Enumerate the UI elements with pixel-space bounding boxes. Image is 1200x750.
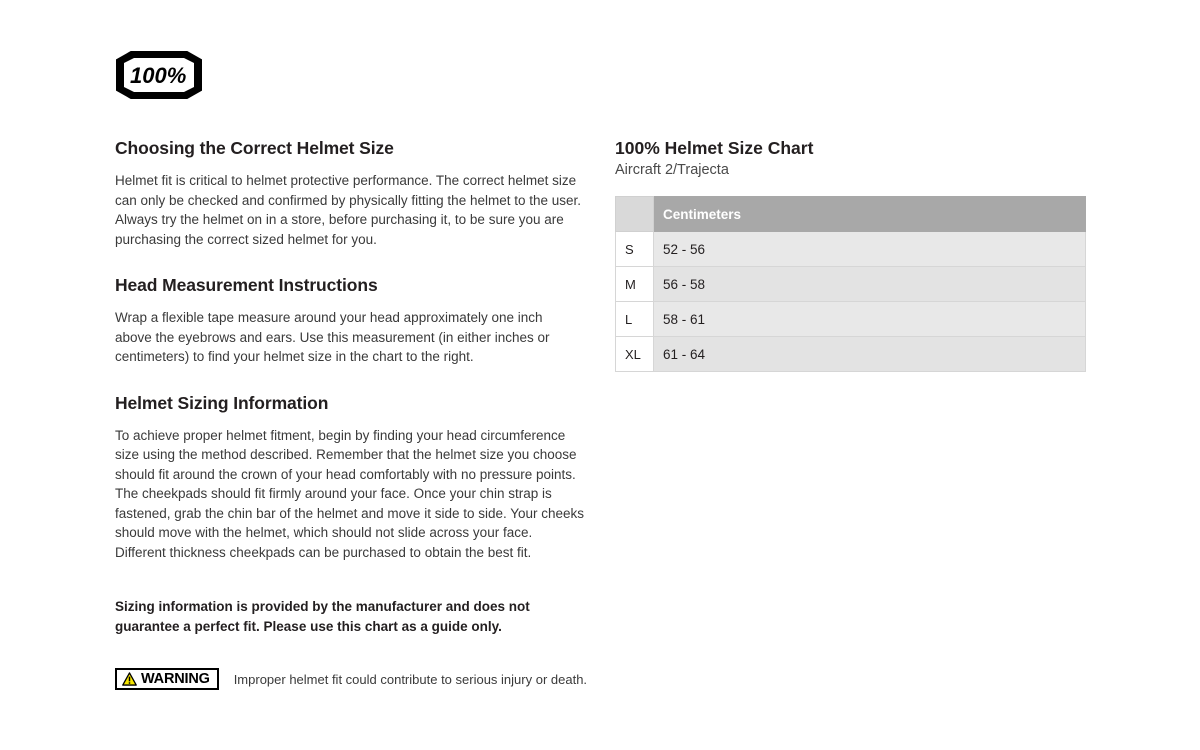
table-header-corner [616, 197, 654, 232]
table-header-row [616, 197, 1086, 232]
section-body-head-measurement: Wrap a flexible tape measure around your head approximately one inch above the eyebrows and ears. Use this measurement (in either inches or centimeters) to find your helmet size in the chart to the right. [115, 310, 550, 364]
warning-badge [115, 668, 219, 690]
helmet-size-table [615, 196, 1086, 372]
table-body [616, 232, 1086, 372]
size-chart-title: 100% Helmet Size Chart [615, 138, 814, 158]
size-label: L [616, 302, 654, 337]
section-title-choosing-size: Choosing the Correct Helmet Size [115, 138, 394, 158]
size-value-centimeters: 52 - 56 [654, 232, 1086, 267]
section-body-choosing-size: Helmet fit is critical to helmet protective performance. The correct helmet size can only be checked and confirmed by physically fitting the helmet to the user. Always try the helmet on in a store, before purchasing it, to be sure you are purchasing the correct sized helmet for you. [115, 173, 582, 247]
section-title-head-measurement: Head Measurement Instructions [115, 275, 378, 295]
left-content-column [115, 138, 595, 562]
table-header-centimeters: Centimeters [654, 197, 1086, 232]
right-content-column [615, 138, 1085, 372]
svg-text:100%: 100% [130, 63, 187, 88]
table-row [616, 267, 1086, 302]
size-label: XL [616, 337, 654, 372]
size-value-centimeters: 56 - 58 [654, 267, 1086, 302]
size-value-centimeters: 61 - 64 [654, 337, 1086, 372]
sizing-disclaimer: Sizing information is provided by the manufacturer and does not guarantee a perfect fit. Please use this chart as a guide only. [115, 599, 530, 634]
warning-triangle-icon [122, 672, 137, 686]
brand-logo [115, 50, 203, 100]
size-chart-subtitle: Aircraft 2/Trajecta [615, 162, 729, 178]
warning-label: WARNING [141, 670, 210, 687]
size-label: M [616, 267, 654, 302]
section-body-helmet-sizing: To achieve proper helmet fitment, begin by finding your head circumference size using the method described. Remember that the helmet size you choose should fit around the crown of your head comfortably with no pressure points. The cheekpads should fit firmly around your face. Once your chin strap is fastened, grab the chin bar of the helmet and move it side to side. Your cheeks should move with the helmet, which should not slide across your face. Different thickness cheekpads can be purchased to obtain the best fit. [115, 427, 585, 560]
warning-description: Improper helmet fit could contribute to serious injury or death. [233, 671, 588, 687]
size-label: S [616, 232, 654, 267]
section-title-helmet-sizing: Helmet Sizing Information [115, 392, 329, 413]
size-value-centimeters: 58 - 61 [654, 302, 1086, 337]
table-row [616, 232, 1086, 267]
hundred-percent-logo-icon [115, 50, 203, 100]
table-row [616, 302, 1086, 337]
table-row [616, 337, 1086, 372]
warning-row [115, 668, 587, 690]
